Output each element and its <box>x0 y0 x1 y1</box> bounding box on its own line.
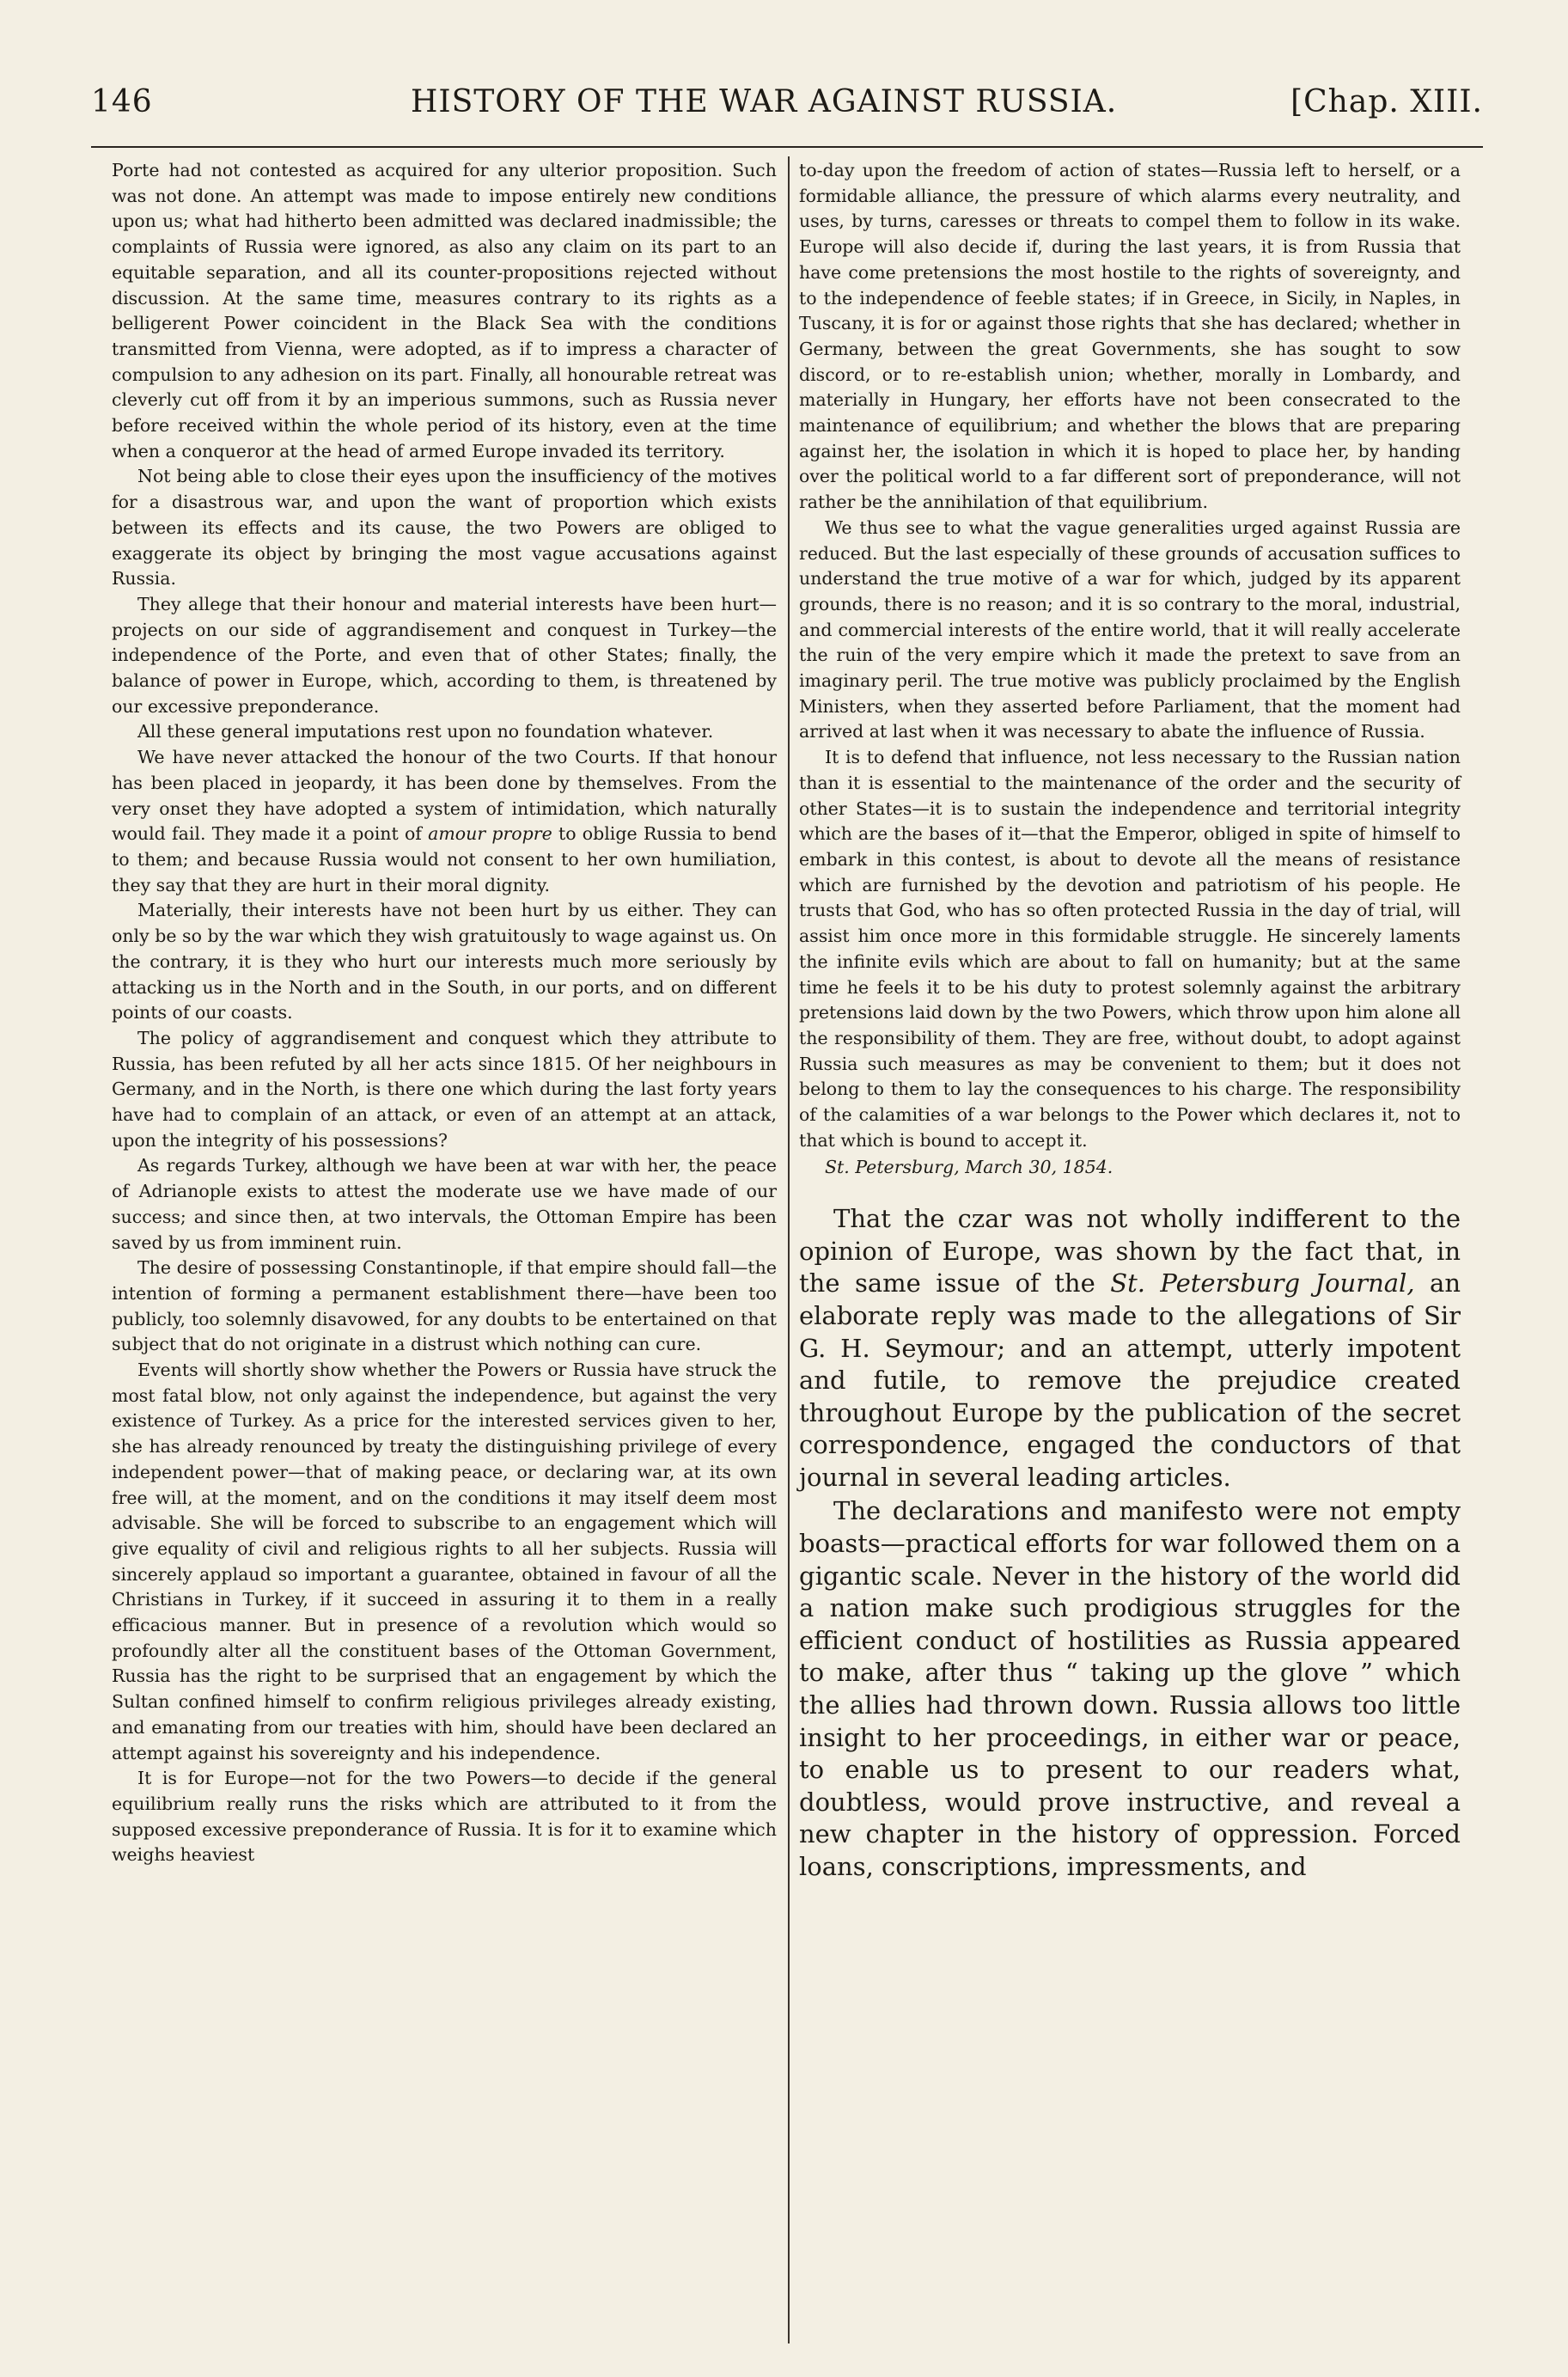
paragraph <box>112 745 777 898</box>
running-header <box>91 84 1483 132</box>
running-title: HISTORY OF THE WAR AGAINST RUSSIA. <box>411 84 1118 119</box>
paragraph: All these general imputations rest upon no foundation whatever. <box>137 721 714 742</box>
paragraph: The desire of possessing Constantinople, if that empire should fall—the intention of forming a permanent establishment there—have been too publicly, too solemnly disavowed, for any doubts to be entertained on that subject that do not originate in a distrust which nothing can cure. <box>112 1257 777 1355</box>
text-run: to oblige Russia to bend to them; and because Russia would not consent to her own humiliation, they say that they are hurt in their moral dignity. <box>112 823 777 895</box>
paragraph: Materially, their interests have not been hurt by us either. They can only be so by the war which they wish gratuitously to wage against us. On the contrary, it is they who hurt our interests much more seriously by attacking us in the North and in the South, in our ports, and on different points of our coasts. <box>112 900 777 1024</box>
chapter-label: [Chap. XIII. <box>1290 84 1483 119</box>
paragraph: It is for Europe—not for the two Powers—to decide if the general equilibrium really runs the risks which are attributed to it from the supposed excessive preponderance of Russia. It is for it to examine which weighs heaviest <box>112 1768 777 1866</box>
paragraph: Events will shortly show whether the Powers or Russia have struck the most fatal blow, not only against the independence, but against the very existence of Turkey. As a price for the interested services given to her, she has already renounced by treaty the distinguishing privilege of every independent power—that of making peace, or declaring war, at its own free will, at the moment, and on the conditions it may itself deem most advisable. She will be forced to subscribe to an engagement which will give equality of civil and religious rights to all her subjects. Russia will sincerely applaud so important a guarantee, obtained in favour of all the Christians in Turkey, if it succeed in assuring it to them in a really efficacious manner. But in presence of a revolution which would so profoundly alter all the constituent bases of the Ottoman Government, Russia has the right to be surprised that an engagement by which the Sultan confined himself to confirm religious privileges already existing, and emanating from our treaties with him, should have been declared an attempt against his sovereignty and his independence. <box>112 1360 777 1763</box>
text-run: an elaborate reply was made to the allegations of Sir G. H. Seymour; and an attempt, utterly impotent and futile, to remove the prejudice created throughout Europe by the publication of the secret correspondence, engaged the conductors of that journal in several leading articles. <box>799 1268 1461 1492</box>
left-column <box>112 158 777 1868</box>
paragraph <box>799 1203 1461 1494</box>
paragraph: The policy of aggrandisement and conquest which they attribute to Russia, has been refuted by all her acts since 1815. Of her neighbours in Germany, and in the North, is there one which during the last forty years have had to complain of an attack, or even of an attempt at an attack, upon the integrity of his possessions? <box>112 1027 777 1151</box>
column-divider <box>788 156 790 2343</box>
right-column <box>799 158 1461 1884</box>
paragraph: It is to defend that influence, not less necessary to the Russian nation than it is essential to the maintenance of the order and the security of other States—it is to sustain the independence and territorial integrity which are the bases of it—that the Emperor, obliged in spite of himself to embark in this contest, is about to devote all the means of resistance which are furnished by the devotion and patriotism of his people. He trusts that God, who has so often protected Russia in the day of trial, will assist him once more in this formidable struggle. He sincerely laments the infinite evils which are about to fall on humanity; but at the same time he feels it to be his duty to protest solemnly against the arbitrary pretensions laid down by the two Powers, which throw upon him alone all the responsibility of them. They are free, without doubt, to adopt against Russia such measures as may be convenient to them; but it does not belong to them to lay the consequences to his charge. The responsibility of the calamities of a war belongs to the Power which declares it, not to that which is bound to accept it. <box>799 747 1461 1151</box>
paragraph: They allege that their honour and material interests have been hurt—projects on our side of aggrandisement and conquest in Turkey—the independence of the Porte, and even that of other States; finally, the balance of power in Europe, which, according to them, is threatened by our excessive preponderance. <box>112 593 777 717</box>
paragraph: Not being able to close their eyes upon the insufficiency of the motives for a disastrous war, and upon the want of proportion which exists between its effects and its cause, the two Powers are obliged to exaggerate its object by bringing the most vague accusations against Russia. <box>112 466 777 590</box>
paragraph: to-day upon the freedom of action of states—Russia left to herself, or a formidable alliance, the pressure of which alarms every neutrality, and uses, by turns, caresses or threats to compel them to follow in its wake. Europe will also decide if, during the last years, it is from Russia that have come pretensions the most hostile to the rights of sovereignty, and to the independence of feeble states; if in Greece, in Sicily, in Naples, in Tuscany, it is for or against those rights that she has declared; whether in Germany, between the great Governments, she has sought to sow discord, or to re-establish union; whether, morally in Lombardy, and materially in Hungary, her efforts have not been consecrated to the maintenance of equilibrium; and whether the blows that are preparing against her, the isolation in which it is hoped to place her, by handing over the political world to a far different sort of preponderance, will not rather be the annihilation of that equilibrium. <box>799 160 1461 513</box>
narrative-text <box>799 1203 1461 1883</box>
text-run: That the czar was not wholly indifferent to the opinion of Europe, was shown by the fact that, in the same issue of the <box>799 1204 1461 1298</box>
text-run: We have never attacked the honour of the two Courts. If that honour has been placed in jeopardy, it has been done by themselves. From the very onset they have adopted a system of intimidation, which naturally would fail. They made it a point of <box>112 747 777 845</box>
dateline: St. Petersburg, March 30, 1854. <box>825 1157 1113 1178</box>
paragraph: We thus see to what the vague generalities urged against Russia are reduced. But the last especially of these grounds of accusation suffices to understand the true motive of a war for which, judged by its apparent grounds, there is no reason; and it is so contrary to the moral, industrial, and commercial interests of the entire world, that it will really accelerate the ruin of the very empire which it made the pretext to save from an imaginary peril. The true motive was publicly proclaimed by the English Ministers, when they asserted before Parliament, that the moment had arrived at last when it was necessary to abate the influence of Russia. <box>799 516 1461 742</box>
header-rule <box>91 146 1483 148</box>
italic-phrase: St. Petersburg Journal, <box>1110 1268 1415 1298</box>
paragraph: Porte had not contested as acquired for any ulterior proposition. Such was not done. An attempt was made to impose entirely new conditions upon us; what had hitherto been admitted was declared inadmissible; the complaints of Russia were ignored, as also any claim on its part to an equitable separation, and all its counter-propositions rejected without discussion. At the same time, measures contrary to its rights as a belligerent Power coincident in the Black Sea with the conditions transmitted from Vienna, were adopted, as if to impress a character of compulsion to any adhesion on its part. Finally, all honourable retreat was cleverly cut off from it by an imperious summons, such as Russia never before received within the whole period of its history, even at the time when a conqueror at the head of armed Europe invaded its territory. <box>112 160 777 461</box>
paragraph: The declarations and manifesto were not empty boasts—practical efforts for war followed them on a gigantic scale. Never in the history of the world did a nation make such prodigious struggles for the efficient conduct of hostilities as Russia appeared to make, after thus “ taking up the glove ” which the allies had thrown down. Russia allows too little insight to her proceedings, in either war or peace, to enable us to present to our readers what, doubtless, would prove instructive, and reveal a new chapter in the history of oppression. Forced loans, conscriptions, impressments, and <box>799 1496 1461 1881</box>
paragraph: As regards Turkey, although we have been at war with her, the peace of Adrianople exists to attest the moderate use we have made of our success; and since then, at two intervals, the Ottoman Empire has been saved by us from imminent ruin. <box>112 1155 777 1253</box>
page-number: 146 <box>91 84 153 119</box>
italic-phrase: amour propre <box>428 823 552 845</box>
